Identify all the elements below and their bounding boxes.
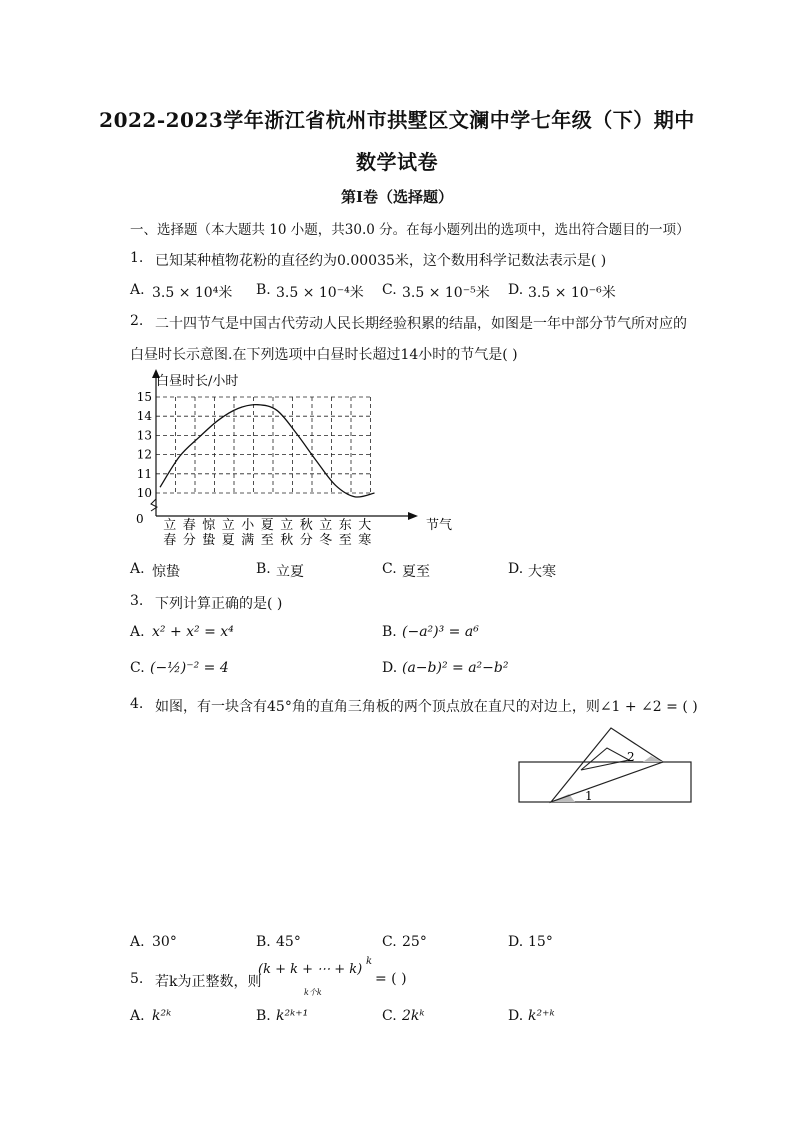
- option-text[interactable]: x² + x² = x⁴: [152, 624, 234, 640]
- option-letter[interactable]: D.: [508, 934, 524, 950]
- x-category-label: 大: [358, 518, 372, 533]
- option-text[interactable]: 3.5 × 10⁻⁵米: [402, 285, 490, 301]
- option-text[interactable]: (a−b)² = a²−b²: [402, 660, 509, 676]
- expression-main: (k + k + ⋯ + k): [258, 962, 363, 977]
- angle-2-label: 2: [627, 750, 635, 764]
- option-text[interactable]: 30°: [152, 934, 177, 950]
- chart-categories: [163, 517, 371, 548]
- x-category-label: 至: [260, 533, 274, 548]
- option-text[interactable]: k²⁺ᵏ: [528, 1008, 555, 1024]
- expression-exponent: k: [366, 956, 373, 967]
- question-text: 下列计算正确的是( ): [155, 596, 283, 612]
- question-text: 如图，有一块含有45°角的直角三角板的两个顶点放在直尺的对边上，则∠1 + ∠2 = ( ): [155, 699, 698, 715]
- x-category-label: 寒: [358, 533, 372, 548]
- ruler-triangle-figure: [515, 724, 695, 809]
- option-text[interactable]: k²ᵏ⁺¹: [276, 1008, 309, 1024]
- option-letter[interactable]: A.: [130, 282, 145, 298]
- option-text[interactable]: 15°: [528, 934, 553, 950]
- option-text[interactable]: (−a²)³ = a⁶: [402, 624, 479, 640]
- x-category-label: 惊: [202, 518, 216, 533]
- x-category-label: 立: [319, 518, 333, 533]
- option-letter[interactable]: B.: [382, 624, 397, 640]
- page-title-line2: 数学试卷: [356, 150, 438, 174]
- y-tick-label: 12: [136, 447, 152, 462]
- option-letter[interactable]: C.: [130, 660, 145, 676]
- option-letter[interactable]: B.: [256, 282, 271, 298]
- option-text[interactable]: k²ᵏ: [152, 1008, 172, 1024]
- option-letter[interactable]: B.: [256, 1008, 271, 1024]
- x-category-label: 立: [280, 518, 294, 533]
- x-category-label: 蛰: [202, 533, 216, 548]
- chart-origin-label: 0: [136, 512, 144, 526]
- option-text[interactable]: 2kᵏ: [402, 1008, 425, 1024]
- question-text: 二十四节气是中国古代劳动人民长期经验积累的结晶，如图是一年中部分节气所对应的: [155, 316, 687, 332]
- option-letter[interactable]: C.: [382, 561, 397, 577]
- y-tick-label: 15: [136, 390, 152, 404]
- x-category-label: 秋: [280, 533, 294, 548]
- option-letter[interactable]: C.: [382, 282, 397, 298]
- x-category-label: 分: [299, 533, 313, 548]
- x-category-label: 满: [241, 533, 255, 548]
- expression-underbrace-label: k个k: [304, 988, 322, 997]
- question-text: 若k为正整数，则: [155, 974, 262, 990]
- x-category-label: 分: [182, 533, 196, 548]
- y-tick-label: 11: [136, 466, 152, 481]
- option-letter[interactable]: C.: [382, 1008, 397, 1024]
- x-category-label: 夏: [260, 518, 274, 533]
- page-title: 2022-2023学年浙江省杭州市拱墅区文澜中学七年级（下）期中: [99, 108, 695, 132]
- x-category-label: 立: [163, 518, 177, 533]
- option-letter[interactable]: B.: [256, 561, 271, 577]
- y-tick-label: 10: [136, 486, 152, 500]
- x-category-label: 小: [241, 518, 255, 533]
- question-number: 3.: [130, 593, 144, 609]
- option-letter[interactable]: A.: [130, 561, 145, 577]
- chart-y-ticks: [137, 390, 153, 500]
- option-letter[interactable]: A.: [130, 934, 145, 950]
- option-text[interactable]: 立夏: [276, 564, 304, 580]
- option-letter[interactable]: B.: [256, 934, 271, 950]
- x-category-label: 夏: [221, 533, 235, 548]
- angle-1-label: 1: [585, 789, 593, 803]
- ruler: [519, 762, 691, 802]
- x-category-label: 秋: [299, 518, 313, 533]
- x-category-label: 东: [338, 518, 352, 533]
- question-number: 1.: [130, 250, 144, 266]
- section-heading: 一、选择题（本大题共 10 小题，共30.0 分。在每小题列出的选项中，选出符合题目的一项）: [130, 222, 690, 238]
- y-tick-label: 14: [136, 409, 152, 424]
- chart-ylabel: 白昼时长/小时: [156, 374, 239, 389]
- option-text[interactable]: 3.5 × 10⁻⁶米: [528, 285, 616, 301]
- question-text-line2: 白昼时长示意图.在下列选项中白昼时长超过14小时的节气是( ): [130, 347, 518, 363]
- option-letter[interactable]: A.: [130, 1008, 145, 1024]
- question-text: 已知某种植物花粉的直径约为0.00035米，这个数用科学记数法表示是( ): [155, 253, 607, 269]
- x-axis-arrow: [408, 512, 418, 520]
- option-text[interactable]: 3.5 × 10⁴米: [152, 285, 233, 301]
- option-text[interactable]: 夏至: [402, 564, 430, 580]
- x-category-label: 春: [182, 518, 196, 533]
- option-text[interactable]: 25°: [402, 934, 427, 950]
- option-text[interactable]: 45°: [276, 934, 301, 950]
- chart-grid: [156, 397, 371, 493]
- option-letter[interactable]: D.: [508, 561, 524, 577]
- option-letter[interactable]: D.: [508, 1008, 524, 1024]
- question-number: 5.: [130, 971, 144, 987]
- option-text[interactable]: 大寒: [528, 564, 556, 580]
- question-number: 2.: [130, 313, 144, 329]
- volume-label: 第I卷（选择题）: [340, 188, 454, 206]
- option-letter[interactable]: D.: [508, 282, 524, 298]
- option-letter[interactable]: C.: [382, 934, 397, 950]
- chart-xlabel: 节气: [426, 518, 453, 533]
- x-category-label: 至: [338, 533, 352, 548]
- question-text-suffix: = ( ): [375, 971, 407, 987]
- option-text[interactable]: 惊蛰: [152, 564, 180, 580]
- series-line-daylight: [160, 405, 375, 497]
- x-category-label: 春: [163, 533, 177, 548]
- daylight-chart: [120, 366, 480, 556]
- option-letter[interactable]: A.: [130, 624, 145, 640]
- x-category-label: 立: [221, 518, 235, 533]
- option-text[interactable]: (−½)⁻² = 4: [150, 660, 229, 676]
- x-category-label: 冬: [319, 533, 333, 548]
- option-letter[interactable]: D.: [382, 660, 398, 676]
- option-text[interactable]: 3.5 × 10⁻⁴米: [276, 285, 364, 301]
- angle-2-shading: [643, 756, 663, 762]
- y-tick-label: 13: [136, 428, 152, 443]
- question-number: 4.: [130, 696, 144, 712]
- set-square-inner: [581, 748, 629, 770]
